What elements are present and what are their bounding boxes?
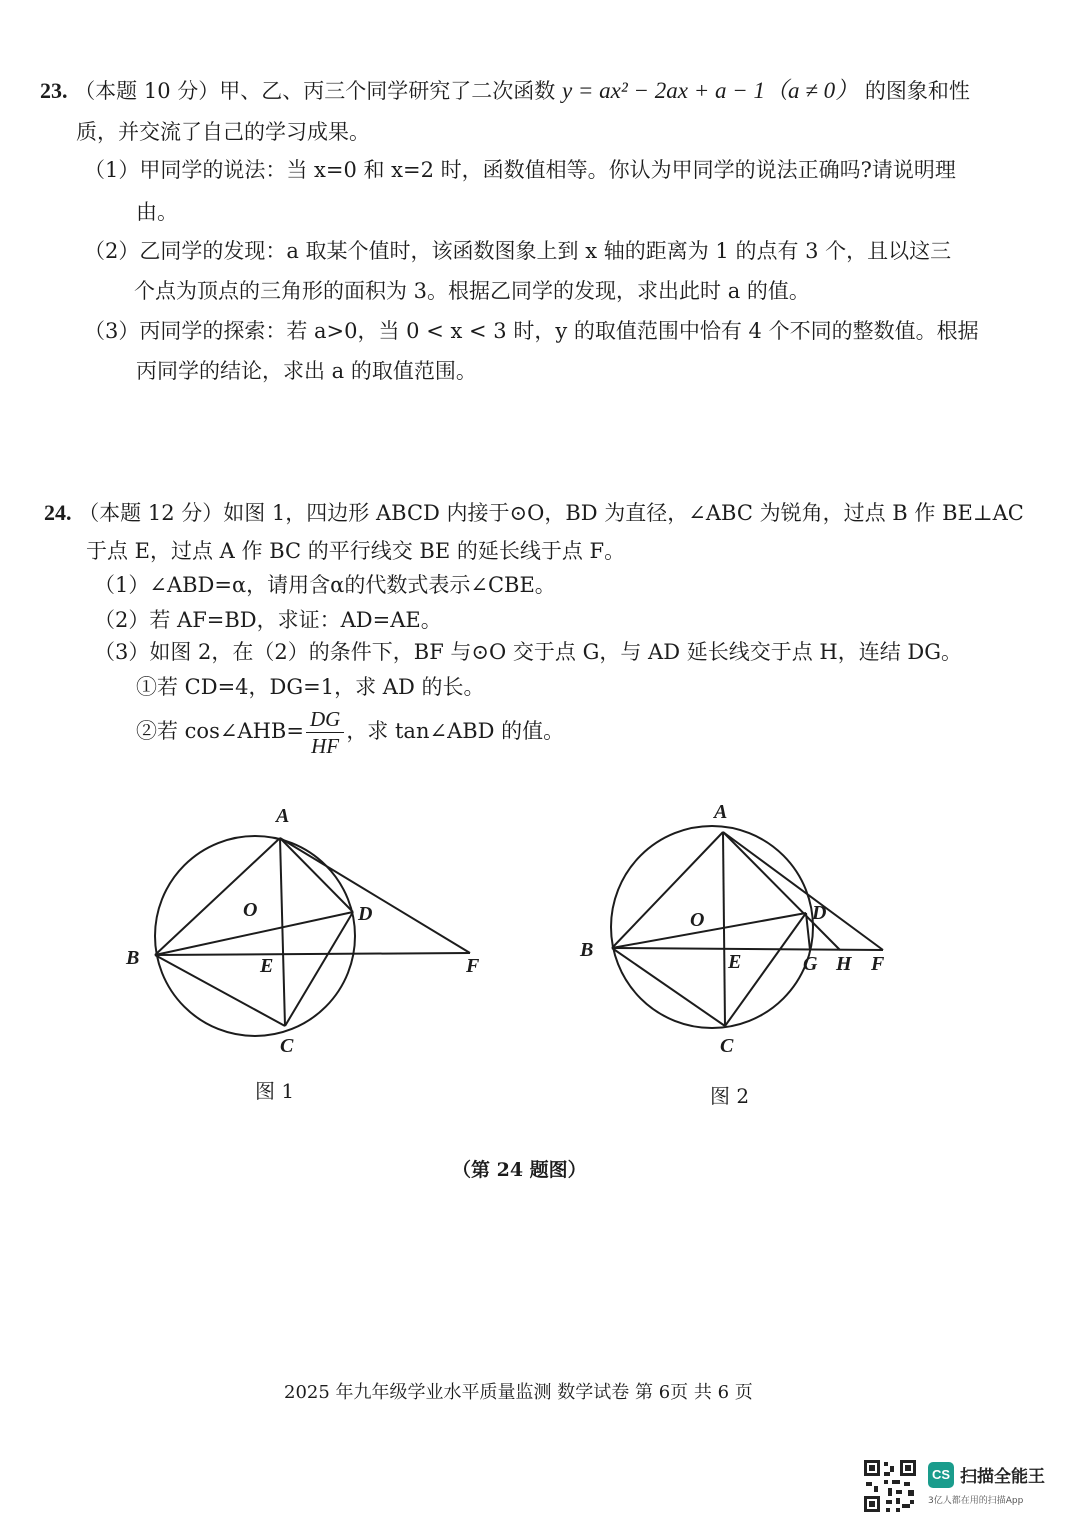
- fig2-label-d: D: [812, 902, 827, 924]
- qr-code-icon: [862, 1458, 918, 1514]
- scanner-brand-name: 扫描全能王: [960, 1467, 1045, 1487]
- q23-header-tail: 的图象和性: [864, 79, 970, 103]
- fig1-label-a: A: [276, 805, 290, 827]
- q24-part3: （3）如图 2，在（2）的条件下，BF 与⊙O 交于点 G，与 AD 延长线交于点 H，连结 DG。: [94, 640, 963, 664]
- scanner-tagline: 3亿人都在用的扫描App: [928, 1496, 1024, 1506]
- q23-header: [40, 76, 970, 106]
- q24-part3-sub1: ①若 CD=4，DG=1，求 AD 的长。: [136, 675, 485, 699]
- fig2-label-a: A: [714, 801, 728, 823]
- figure-1-diagram: [110, 790, 530, 1070]
- q23-part3-line2: 丙同学的结论，求出 a 的取值范围。: [136, 359, 477, 383]
- fig1-label-f: F: [466, 955, 480, 977]
- fig1-segment-bf: [155, 953, 470, 955]
- fig1-segment-af: [280, 838, 470, 953]
- fig1-segment-ab: [155, 838, 280, 955]
- figure-2-diagram: [570, 790, 910, 1070]
- q24-sub2-suffix: ，求 tan∠ABD 的值。: [346, 719, 565, 743]
- fig2-segment-ah: [723, 832, 840, 950]
- q23-part2-line1: （2）乙同学的发现：a 取某个值时，该函数图象上到 x 轴的距离为 1 的点有 3 个，且以这三: [84, 239, 952, 263]
- q24-number: 24.: [44, 500, 72, 525]
- fig2-label-h: H: [836, 953, 852, 975]
- fig2-label-c: C: [720, 1035, 734, 1057]
- q24-line2: 于点 E，过点 A 作 BC 的平行线交 BE 的延长线于点 F。: [86, 539, 626, 563]
- fraction-numerator: DG: [306, 706, 344, 733]
- q23-part1-line2: 由。: [136, 200, 178, 224]
- q24-sub2-prefix: ②若 cos∠AHB=: [136, 719, 304, 743]
- q23-part3-line1: （3）丙同学的探索：若 a>0，当 0 < x < 3 时，y 的取值范围中恰有 4 个不同的整数值。根据: [84, 319, 979, 343]
- figures-group-caption: （第 24 题图）: [452, 1159, 587, 1181]
- fig2-label-g: G: [803, 953, 818, 975]
- fig1-segment-ac: [280, 838, 285, 1026]
- fig1-label-e: E: [260, 955, 274, 977]
- fig2-label-f: F: [871, 953, 885, 975]
- q23-formula: y = ax² − 2ax + a − 1（a ≠ 0）: [561, 78, 859, 103]
- fig2-label-e: E: [728, 951, 742, 973]
- fig2-label-o: O: [690, 909, 705, 931]
- scanner-watermark: [928, 1462, 1068, 1512]
- fig1-label-o: O: [243, 899, 258, 921]
- q24-part2: （2）若 AF=BD，求证：AD=AE。: [94, 608, 442, 632]
- q24-line1-text: （本题 12 分）如图 1，四边形 ABCD 内接于⊙O，BD 为直径，∠ABC 为锐角，过点 B 作 BE⊥AC: [78, 501, 1024, 525]
- q24-part1: （1）∠ABD=α，请用含α的代数式表示∠CBE。: [94, 573, 556, 597]
- q24-part3-sub2: [136, 706, 564, 759]
- fig2-segment-af: [723, 832, 883, 950]
- q23-part1-line1: （1）甲同学的说法：当 x=0 和 x=2 时，函数值相等。你认为甲同学的说法正确吗?请说明理: [84, 158, 956, 182]
- fig2-segment-bc: [612, 948, 725, 1026]
- q23-part2-line2: 个点为顶点的三角形的面积为 3。根据乙同学的发现，求出此时 a 的值。: [134, 279, 810, 303]
- fig2-segment-bf: [612, 948, 883, 950]
- fig2-segments: [612, 832, 883, 1026]
- q23-line2: 质，并交流了自己的学习成果。: [76, 120, 370, 144]
- cos-fraction: [306, 706, 344, 759]
- q24-header: [44, 498, 1024, 528]
- q23-number: 23.: [40, 78, 68, 103]
- figure-1-caption: 图 1: [255, 1079, 295, 1103]
- fraction-denominator: HF: [311, 734, 340, 758]
- fig2-segment-ac: [723, 832, 725, 1026]
- fig2-circle-o: [611, 826, 813, 1028]
- fig1-segment-cd: [285, 912, 353, 1026]
- fig1-segments: [155, 838, 470, 1026]
- fig2-label-b: B: [580, 939, 594, 961]
- q23-header-text: （本题 10 分）甲、乙、丙三个同学研究了二次函数: [74, 79, 556, 103]
- page-footer: 2025 年九年级学业水平质量监测 数学试卷 第 6页 共 6 页: [284, 1382, 753, 1403]
- fig1-label-b: B: [126, 947, 140, 969]
- figure-2-caption: 图 2: [710, 1084, 750, 1108]
- fig1-label-c: C: [280, 1035, 294, 1057]
- scanner-logo-icon: CS: [928, 1462, 954, 1488]
- fig1-label-d: D: [358, 903, 373, 925]
